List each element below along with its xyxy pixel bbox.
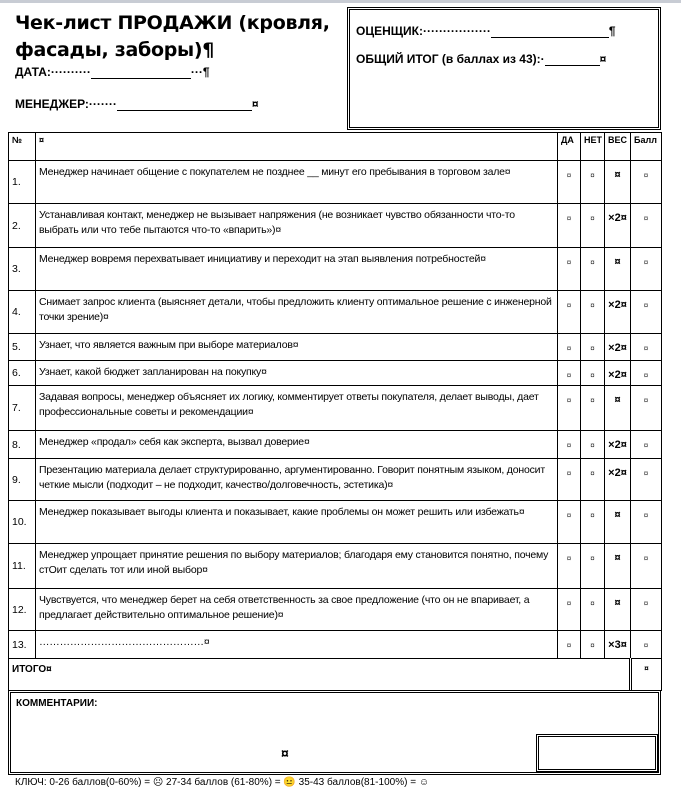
table-row [9, 334, 662, 361]
score-cell[interactable]: ¤ [631, 291, 662, 334]
yes-cell[interactable]: ¤ [558, 248, 581, 291]
header-weight: ВЕС [605, 133, 631, 161]
table-row [9, 361, 662, 386]
criterion-text: Презентацию материала делает структурированно, аргументированно. Говорит понятным языком, доносит четкие мысли (подходит – не подходит, качество/долговечность, эстетика)¤ [36, 459, 558, 501]
manager-field[interactable]: МЕНЕДЖЕР:······· ¤ [15, 97, 259, 111]
score-cell[interactable]: ¤ [631, 248, 662, 291]
weight-cell: ×2¤ [605, 334, 631, 361]
manager-label: МЕНЕДЖЕР: [15, 97, 89, 111]
header-num: № [9, 133, 36, 161]
no-cell[interactable]: ¤ [581, 204, 605, 248]
table-row [9, 204, 662, 248]
date-field[interactable]: ДАТА:·········· ···¶ [15, 65, 210, 79]
no-cell[interactable]: ¤ [581, 334, 605, 361]
criterion-label: Снимает запрос клиента (выясняет детали, чтобы предложить клиенту оптимальное решение с инженерной точки зрение) [39, 296, 552, 323]
header-criterion: ¤ [36, 133, 558, 161]
criterion-text: Менеджер упрощает принятие решения по выбору материалов; благодаря ему становится понятно, почему стОит сделать тот или иной выбор¤ [36, 544, 558, 589]
assessor-field[interactable]: ОЦЕНЩИК:················· ¶ [356, 24, 616, 38]
table-row [9, 544, 662, 589]
weight-cell: ¤ [605, 544, 631, 589]
header-yes: ДА [558, 133, 581, 161]
assessor-label: ОЦЕНЩИК: [356, 24, 423, 38]
criterion-text: Узнает, какой бюджет запланирован на покупку¤ [36, 361, 558, 386]
score-cell[interactable]: ¤ [631, 459, 662, 501]
total-row-label: ИТОГО [12, 664, 47, 675]
yes-cell[interactable]: ¤ [558, 386, 581, 431]
row-number: 8. [9, 431, 36, 459]
ruler-edge [0, 0, 681, 3]
row-number: 6. [9, 361, 36, 386]
yes-cell[interactable]: ¤ [558, 161, 581, 204]
no-cell[interactable]: ¤ [581, 291, 605, 334]
criterion-text: Узнает, что является важным при выборе материалов¤ [36, 334, 558, 361]
table-row [9, 291, 662, 334]
table-row [9, 459, 662, 501]
weight-cell: ¤ [605, 248, 631, 291]
criterion-label: Задавая вопросы, менеджер объясняет их логику, комментирует ответы покупателя, делает выводы, дает профессиональные советы и рекомендации [39, 391, 539, 418]
table-header-row [9, 133, 662, 161]
no-cell[interactable]: ¤ [581, 631, 605, 659]
criterion-label: Менеджер начинает общение с покупателем не позднее __ минут его пребывания в торговом зале [39, 166, 505, 178]
weight-value: ×2 [608, 369, 621, 381]
criterion-text: Устанавливая контакт, менеджер не вызывает напряжения (не возникает чувство обязанности что-то выбрать или что тебе пытаются что-то «впарить»)¤ [36, 204, 558, 248]
row-number: 7. [9, 386, 36, 431]
table-row [9, 501, 662, 544]
signature-cell[interactable] [536, 734, 658, 772]
no-cell[interactable]: ¤ [581, 161, 605, 204]
total-score-label: ОБЩИЙ ИТОГ (в баллах из 43): [356, 52, 541, 66]
row-number: 5. [9, 334, 36, 361]
criterion-label: Менеджер вовремя перехватывает инициативу и переходит на этап выявления потребностей [39, 253, 481, 265]
criterion-text: Менеджер начинает общение с покупателем не позднее __ минут его пребывания в торговом зале¤ [36, 161, 558, 204]
score-cell[interactable]: ¤ [631, 544, 662, 589]
weight-cell: ¤ [605, 161, 631, 204]
weight-value: ×2 [608, 342, 621, 354]
criterion-label: Узнает, что является важным при выборе материалов [39, 339, 293, 351]
criterion-label: Менеджер упрощает принятие решения по выбору материалов; благодаря ему становится понятно, почему стОит сделать тот или иной выбор [39, 549, 549, 576]
no-cell[interactable]: ¤ [581, 361, 605, 386]
weight-cell: ×2¤ [605, 459, 631, 501]
table-row [9, 386, 662, 431]
header-score: Балл [631, 133, 662, 161]
weight-cell: ×2¤ [605, 431, 631, 459]
table-row [9, 431, 662, 459]
score-cell[interactable]: ¤ [631, 501, 662, 544]
row-number: 12. [9, 589, 36, 631]
yes-cell[interactable]: ¤ [558, 589, 581, 631]
weight-cell: ¤ [605, 386, 631, 431]
table-row [9, 161, 662, 204]
yes-cell[interactable]: ¤ [558, 431, 581, 459]
criterion-label: Узнает, какой бюджет запланирован на покупку [39, 366, 262, 378]
row-number: 1. [9, 161, 36, 204]
no-cell[interactable]: ¤ [581, 459, 605, 501]
criterion-text: Менеджер показывает выгоды клиента и показывает, какие проблемы он может решить или избежать¤ [36, 501, 558, 544]
header-no: НЕТ [581, 133, 605, 161]
yes-cell[interactable]: ¤ [558, 544, 581, 589]
weight-cell: ×2¤ [605, 291, 631, 334]
row-number: 3. [9, 248, 36, 291]
yes-cell[interactable]: ¤ [558, 334, 581, 361]
weight-cell: ×3¤ [605, 631, 631, 659]
no-cell[interactable]: ¤ [581, 386, 605, 431]
score-cell[interactable]: ¤ [631, 631, 662, 659]
total-score-field[interactable]: ОБЩИЙ ИТОГ (в баллах из 43):· ¤ [356, 52, 607, 66]
checklist-table [8, 132, 662, 691]
score-cell[interactable]: ¤ [631, 361, 662, 386]
row-number: 13. [9, 631, 36, 659]
weight-cell: ¤ [605, 589, 631, 631]
comments-label: КОММЕНТАРИИ: [16, 698, 98, 709]
assessor-box [347, 7, 661, 130]
total-row: ИТОГО¤ ¤ [9, 659, 662, 691]
weight-cell: ¤ [605, 501, 631, 544]
criterion-text: Менеджер «продал» себя как эксперта, вызвал доверие¤ [36, 431, 558, 459]
table-row [9, 631, 662, 659]
weight-value: ×2 [608, 439, 621, 451]
criterion-text: Чувствуется, что менеджер берет на себя ответственность за свое предложение (что он не впаривает, а предлагает действительно оптимальное решение)¤ [36, 589, 558, 631]
weight-value: ×3 [608, 639, 621, 651]
no-cell[interactable]: ¤ [581, 248, 605, 291]
title-line-2: фасады, заборы)¶ [15, 39, 215, 61]
table-row [9, 589, 662, 631]
row-number: 11. [9, 544, 36, 589]
comments-box[interactable] [8, 690, 661, 775]
row-number: 4. [9, 291, 36, 334]
criterion-text: Задавая вопросы, менеджер объясняет их логику, комментирует ответы покупателя, делает выводы, дает профессиональные советы и рекомендации¤ [36, 386, 558, 431]
score-key: КЛЮЧ: 0-26 баллов(0-60%) = ☹ 27-34 баллов (61-80%) = 😐 35-43 баллов(81-100%) = ☺ [15, 777, 430, 788]
no-cell[interactable]: ¤ [581, 589, 605, 631]
weight-value: ×2 [608, 467, 621, 479]
no-cell[interactable]: ¤ [581, 431, 605, 459]
date-label: ДАТА: [15, 65, 51, 79]
score-cell[interactable]: ¤ [631, 386, 662, 431]
score-cell[interactable]: ¤ [631, 589, 662, 631]
criterion-label: Презентацию материала делает структурированно, аргументированно. Говорит понятным языком, доносит четкие мысли (подходит – не подходит, качество/долговечность, эстетика) [39, 464, 545, 491]
criterion-label: Чувствуется, что менеджер берет на себя ответственность за свое предложение (что он не впаривает, а предлагает действительно оптимальное решение) [39, 594, 530, 621]
row-number: 2. [9, 204, 36, 248]
score-cell[interactable]: ¤ [631, 431, 662, 459]
score-cell[interactable]: ¤ [631, 204, 662, 248]
row-number: 10. [9, 501, 36, 544]
criterion-text: Менеджер вовремя перехватывает инициативу и переходит на этап выявления потребностей¤ [36, 248, 558, 291]
weight-value: ×2 [608, 299, 621, 311]
page-title [15, 10, 330, 64]
criterion-label: ………………………………………… [39, 636, 204, 648]
yes-cell[interactable]: ¤ [558, 361, 581, 386]
no-cell[interactable]: ¤ [581, 544, 605, 589]
row-number: 9. [9, 459, 36, 501]
cell-end-mark: ¤ [281, 745, 289, 761]
criterion-label: Устанавливая контакт, менеджер не вызывает напряжения (не возникает чувство обязанности что-то выбрать или что тебе пытаются что-то «впарить») [39, 209, 515, 236]
total-score-cell[interactable]: ¤ [631, 659, 662, 691]
weight-cell: ×2¤ [605, 204, 631, 248]
yes-cell[interactable]: ¤ [558, 204, 581, 248]
criterion-label: Менеджер «продал» себя как эксперта, вызвал доверие [39, 436, 304, 448]
no-cell[interactable]: ¤ [581, 501, 605, 544]
score-cell[interactable]: ¤ [631, 161, 662, 204]
table-row [9, 248, 662, 291]
yes-cell[interactable]: ¤ [558, 501, 581, 544]
score-cell[interactable]: ¤ [631, 334, 662, 361]
yes-cell[interactable]: ¤ [558, 291, 581, 334]
title-line-1: Чек-лист ПРОДАЖИ (кровля, [15, 12, 330, 34]
criterion-label: Менеджер показывает выгоды клиента и показывает, какие проблемы он может решить или избежать [39, 506, 519, 518]
yes-cell[interactable]: ¤ [558, 459, 581, 501]
weight-value: ×2 [608, 212, 621, 224]
yes-cell[interactable]: ¤ [558, 631, 581, 659]
criterion-text: …………………………………………¤ [36, 631, 558, 659]
title-line-2-text: фасады, заборы) [15, 39, 203, 61]
criterion-text: Снимает запрос клиента (выясняет детали, чтобы предложить клиенту оптимальное решение с инженерной точки зрение)¤ [36, 291, 558, 334]
weight-cell: ×2¤ [605, 361, 631, 386]
